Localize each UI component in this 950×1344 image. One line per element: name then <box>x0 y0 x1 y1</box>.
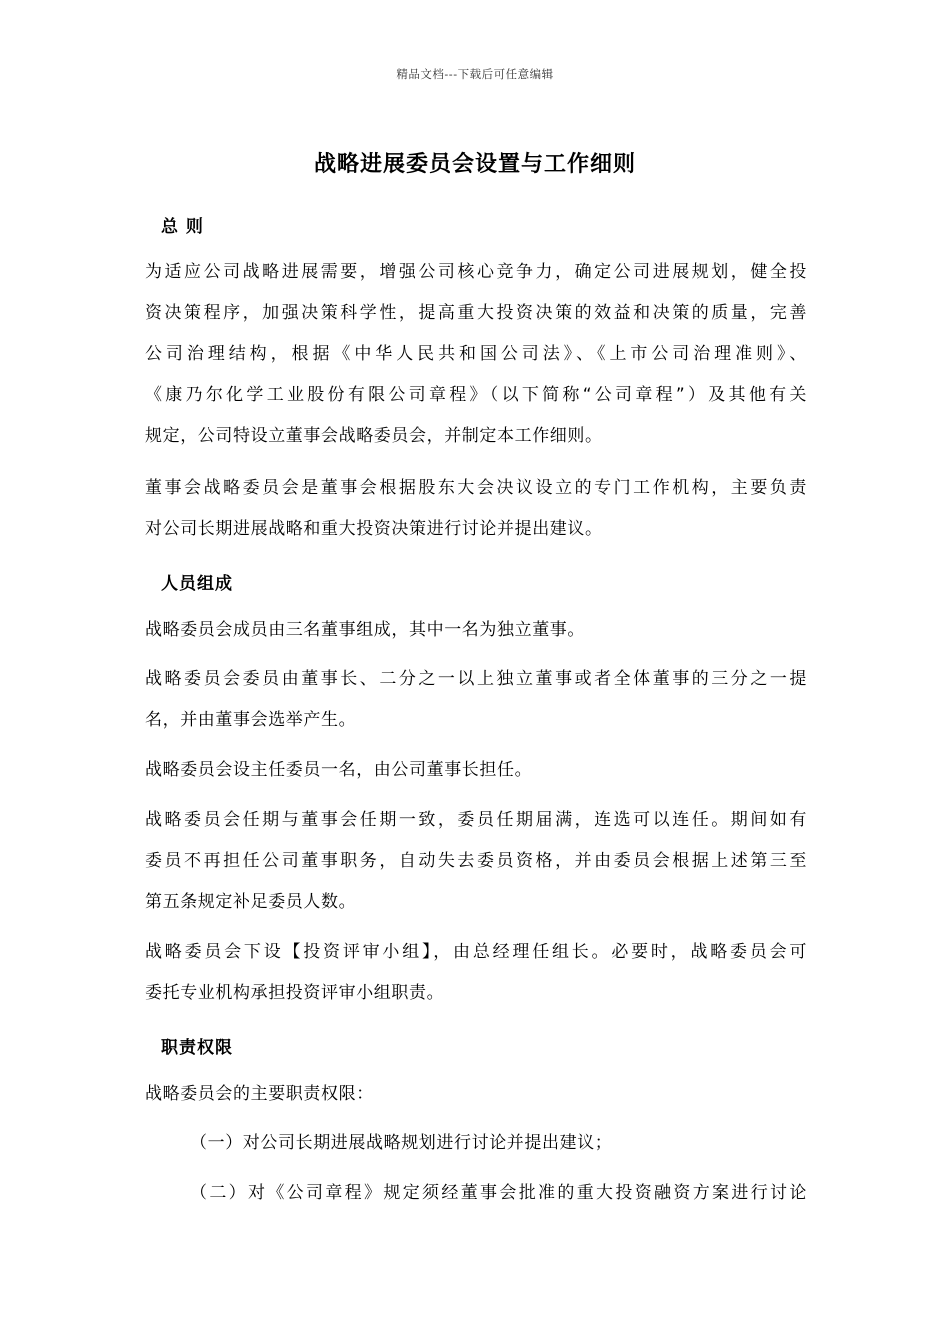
list-item <box>190 1173 807 1214</box>
paragraph-line: 战略委员会委员由董事长、二分之一以上独立董事或者全体董事的三分之一提 <box>145 669 807 689</box>
paragraph-line: 战略委员会下设【投资评审小组】，由总经理任组长。必要时，战略委员会可 <box>145 942 807 962</box>
section-heading-members: 人员组成 <box>161 574 233 594</box>
paragraph-line: 对公司长期进展战略和重大投资决策进行讨论并提出建议。 <box>145 519 603 539</box>
paragraph-line: 规定，公司特设立董事会战略委员会，并制定本工作细则。 <box>145 426 603 446</box>
paragraph-line: （一）对公司长期进展战略规划进行讨论并提出建议； <box>190 1133 613 1153</box>
paragraph-line: （二）对《公司章程》规定须经董事会批准的重大投资融资方案进行讨论 <box>190 1183 807 1203</box>
list-item <box>190 1123 807 1164</box>
paragraph-line: 战略委员会的主要职责权限： <box>145 1084 374 1104</box>
paragraph-line: 《康乃尔化学工业股份有限公司章程》（以下简称“公司章程”）及其他有关 <box>145 385 807 405</box>
paragraph <box>145 750 807 791</box>
paragraph-line: 战略委员会成员由三名董事组成，其中一名为独立董事。 <box>145 620 585 640</box>
paragraph <box>145 800 807 923</box>
page-title: 战略进展委员会设置与工作细则 <box>313 152 636 177</box>
paragraph-line: 名，并由董事会选举产生。 <box>145 710 357 730</box>
section-heading-general: 总 则 <box>161 217 204 237</box>
paragraph-line: 资决策程序，加强决策科学性，提高重大投资决策的效益和决策的质量，完善 <box>145 303 807 323</box>
header-watermark: 精品文档---下载后可任意编辑 <box>396 67 554 81</box>
paragraph-line: 第五条规定补足委员人数。 <box>145 892 357 912</box>
paragraph-line: 董事会战略委员会是董事会根据股东大会决议设立的专门工作机构，主要负责 <box>145 478 807 498</box>
paragraph <box>145 659 807 741</box>
paragraph-line: 为适应公司战略进展需要，增强公司核心竞争力，确定公司进展规划，健全投 <box>145 262 807 282</box>
paragraph <box>145 468 807 550</box>
paragraph-line: 公司治理结构，根据《中华人民共和国公司法》、《上市公司治理准则》、 <box>145 344 807 364</box>
paragraph <box>145 252 807 457</box>
paragraph <box>145 1074 807 1115</box>
paragraph-line: 战略委员会设主任委员一名，由公司董事长担任。 <box>145 760 533 780</box>
paragraph <box>145 610 807 651</box>
paragraph <box>145 932 807 1014</box>
paragraph-line: 战略委员会任期与董事会任期一致，委员任期届满，连选可以连任。期间如有 <box>145 810 807 830</box>
paragraph-line: 委托专业机构承担投资评审小组职责。 <box>145 983 445 1003</box>
paragraph-line: 委员不再担任公司董事职务，自动失去委员资格，并由委员会根据上述第三至 <box>145 851 807 871</box>
section-heading-duties: 职责权限 <box>161 1038 233 1058</box>
